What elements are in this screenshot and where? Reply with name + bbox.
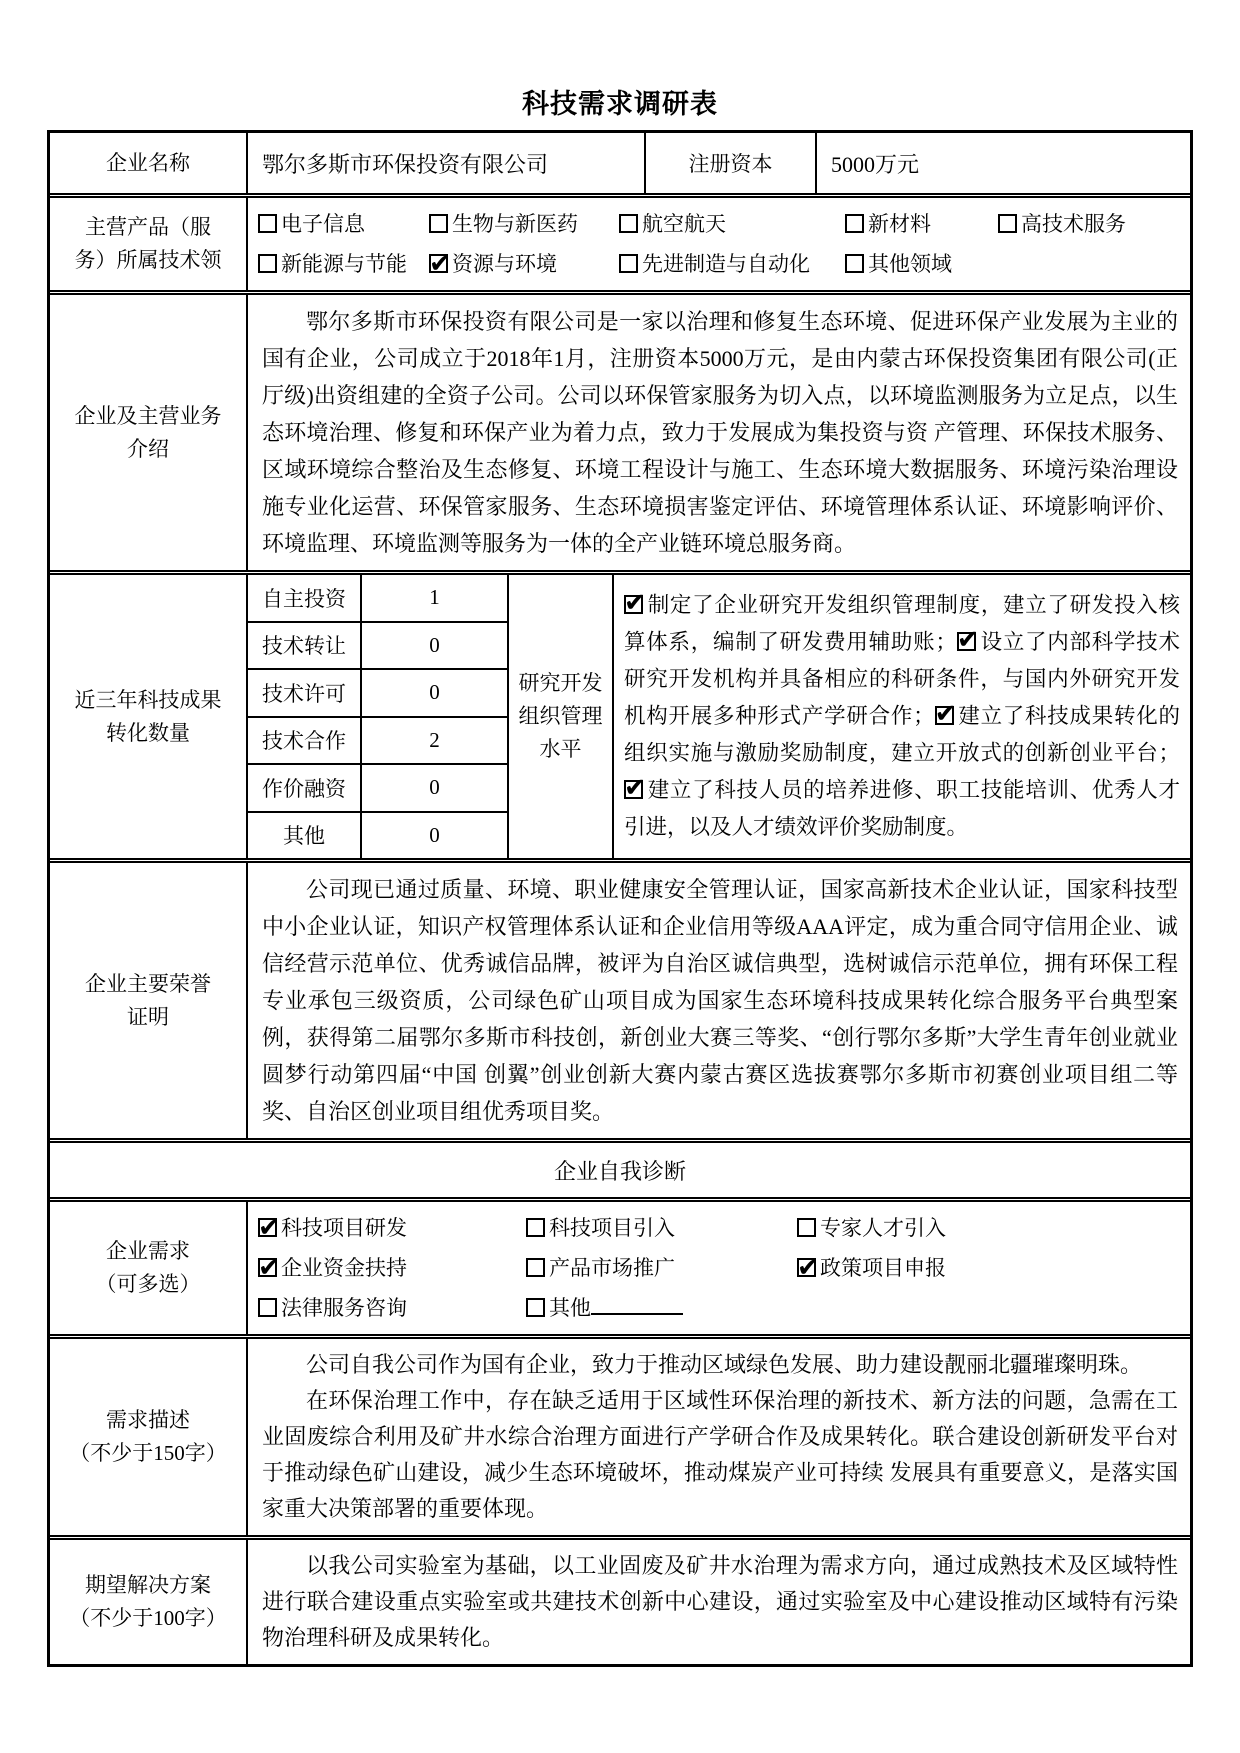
need-market-promotion-label: 产品市场推广 (549, 1256, 675, 1280)
rd-item-text-1: 设立了内部科学技术研究开发机构并具备相应的科研条件，与国内外研究开发机构开展多种形式产学研合作； (624, 630, 1180, 728)
tech-field-adv-manufacturing-label: 先进制造与自动化 (642, 252, 810, 276)
checkbox-aerospace-icon[interactable] (619, 214, 638, 233)
conversion-row-label-4: 作价融资 (248, 765, 362, 811)
need-project-rd (258, 1208, 526, 1248)
conversion-row-label-0: 自主投资 (248, 575, 362, 621)
checkbox-rd-system-icon[interactable] (624, 595, 643, 614)
need-legal-consulting-label: 法律服务咨询 (281, 1296, 407, 1320)
need-project-import (526, 1208, 797, 1248)
tech-field-new-materials-label: 新材料 (868, 212, 931, 236)
checkbox-new-materials-icon[interactable] (845, 214, 864, 233)
conversion-row-label-1: 技术转让 (248, 623, 362, 669)
tech-fields-label-line1: 主营产品（服 (85, 215, 211, 239)
row-company-basic (50, 133, 1190, 193)
checkbox-electronics-icon[interactable] (258, 214, 277, 233)
rd-level-text (624, 587, 1180, 846)
conversion-subtable (248, 575, 509, 858)
tech-field-biomed (429, 204, 619, 244)
intro-label-line2: 介绍 (127, 436, 169, 461)
tech-field-other-label: 其他领域 (868, 252, 952, 276)
demand-text-p2: 在环保治理工作中，存在缺乏适用于区域性环保治理的新技术、新方法的问题，急需在工业固废综合利用及矿井水综合治理方面进行产学研合作及成果转化。联合建设创新研发平台对于推动绿色矿山建设，减少生态环境破坏，推动煤炭产业可持续 发展具有重要意义，是落实国家重大决策部署的重要体现。 (262, 1388, 1178, 1521)
checkbox-biomed-icon[interactable] (429, 214, 448, 233)
registered-capital-label: 注册资本 (646, 133, 817, 193)
tech-field-adv-manufacturing (619, 244, 845, 284)
checkbox-new-energy-icon[interactable] (258, 254, 277, 273)
checkbox-rd-institution-icon[interactable] (957, 632, 976, 651)
tech-field-resources-env-label: 资源与环境 (452, 252, 557, 276)
tech-field-aerospace (619, 204, 845, 244)
intro-text: 鄂尔多斯市环保投资有限公司是一家以治理和修复生态环境、促进环保产业发展为主业的国有企业，公司成立于2018年1月，注册资本5000万元，是由内蒙古环保投资集团有限公司(正厅级)出资组建的全资子公司。公司以环保管家服务为切入点，以环境监测服务为立足点，以生态环境治理、修复和环保产业为着力点，致力于发展成为集投资与资 产管理、环保技术服务、区域环境综合整治及生态修复、环境工程设计与施工、生态环境大数据服务、环境污染治理设施专业化运营、环保管家服务、生态环境损害鉴定评估、环境管理体系认证、环境影响评价、环境监理、环境监测等服务为一体的全产业链环境总服务商。 (262, 309, 1178, 556)
tech-fields-line1 (258, 204, 1182, 244)
need-policy-application-label: 政策项目申报 (820, 1256, 946, 1280)
other-need-blank-line[interactable] (591, 1299, 683, 1315)
demand-label (50, 1339, 248, 1535)
checkbox-market-promotion-icon[interactable] (526, 1258, 545, 1277)
honors-label-line1: 企业主要荣誉 (85, 971, 211, 996)
checkbox-other-field-icon[interactable] (845, 254, 864, 273)
demand-label-line2: （不少于150字） (69, 1441, 227, 1465)
honors-cell (248, 863, 1190, 1138)
checkbox-rd-incentive-icon[interactable] (935, 706, 954, 725)
solution-label-line1: 期望解决方案 (85, 1573, 211, 1597)
conversion-row-value-3[interactable]: 2 (429, 727, 440, 752)
tech-fields-label-line2: 务）所属技术领 (74, 248, 222, 272)
checkbox-policy-application-icon[interactable] (797, 1258, 816, 1277)
rd-item-text-2: 建立了科技成果转化的组织实施与激励奖励制度，建立开放式的创新创业平台； (624, 704, 1180, 765)
table-row (248, 575, 507, 621)
need-expert-talent (797, 1208, 1182, 1248)
intro-label-line1: 企业及主营业务 (74, 403, 222, 428)
table-row (248, 811, 507, 859)
survey-table (47, 130, 1193, 1667)
tech-field-electronics-label: 电子信息 (281, 212, 365, 236)
conversion-label (50, 575, 248, 858)
checkbox-project-import-icon[interactable] (526, 1218, 545, 1237)
row-tech-fields (50, 193, 1190, 290)
demand-label-line1: 需求描述 (106, 1408, 190, 1432)
row-honors (50, 858, 1190, 1138)
need-legal-consulting (258, 1288, 526, 1328)
solution-text: 以我公司实验室为基础，以工业固废及矿井水治理为需求方向，通过成熟技术及区域特性进行联合建设重点实验室或共建技术创新中心建设，通过实验室及中心建设推动区域特有污染物治理科研及成果转化。 (262, 1553, 1178, 1650)
checkbox-funding-support-icon[interactable] (258, 1258, 277, 1277)
need-other-label: 其他 (549, 1296, 591, 1320)
conversion-row-label-5: 其他 (248, 813, 362, 859)
checkbox-legal-consulting-icon[interactable] (258, 1298, 277, 1317)
tech-fields-line2 (258, 244, 1182, 284)
rd-level-label-line1: 研究开发 (518, 671, 603, 695)
checkbox-adv-manufacturing-icon[interactable] (619, 254, 638, 273)
needs-line1 (258, 1208, 1182, 1248)
table-row (248, 621, 507, 669)
conversion-row-value-4[interactable]: 0 (429, 775, 440, 800)
page-title: 科技需求调研表 (522, 89, 718, 119)
solution-cell (248, 1540, 1190, 1664)
checkbox-project-rd-icon[interactable] (258, 1218, 277, 1237)
rd-level-label-line2: 组织管理 (518, 704, 603, 728)
demand-text-p1: 公司自我公司作为国有企业，致力于推动区域绿色发展、助力建设靓丽北疆璀璨明珠。 (306, 1352, 1143, 1377)
honors-label-line2: 证明 (127, 1004, 169, 1029)
checkbox-rd-talent-icon[interactable] (624, 780, 643, 799)
conversion-label-line2: 转化数量 (106, 720, 190, 745)
demand-cell (248, 1339, 1190, 1535)
row-demand (50, 1334, 1190, 1535)
tech-field-other (845, 244, 1182, 284)
row-solution (50, 1535, 1190, 1664)
needs-options (248, 1202, 1190, 1334)
tech-fields-label (50, 198, 248, 290)
conversion-row-label-2: 技术许可 (248, 670, 362, 716)
row-self-diagnosis (50, 1138, 1190, 1197)
need-funding-support-label: 企业资金扶持 (281, 1256, 407, 1280)
needs-line2 (258, 1248, 1182, 1288)
checkbox-expert-talent-icon[interactable] (797, 1218, 816, 1237)
tech-field-new-energy-label: 新能源与节能 (281, 252, 407, 276)
rd-level-label (509, 575, 614, 858)
needs-label-line2: （可多选） (95, 1272, 201, 1296)
conversion-row-value-1[interactable]: 0 (429, 632, 440, 657)
row-needs (50, 1197, 1190, 1334)
conversion-label-line1: 近三年科技成果 (74, 687, 222, 712)
tech-field-aerospace-label: 航空航天 (642, 212, 726, 236)
conversion-row-value-2[interactable]: 0 (429, 680, 440, 705)
tech-field-new-energy (258, 244, 429, 284)
needs-line3 (258, 1288, 1182, 1328)
solution-label (50, 1540, 248, 1664)
tech-field-resources-env (429, 244, 619, 284)
need-expert-talent-label: 专家人才引入 (820, 1216, 946, 1240)
honors-label (50, 863, 248, 1138)
rd-item-text-3: 建立了科技人员的培养进修、职工技能培训、优秀人才引进，以及人才绩效评价奖励制度。 (624, 778, 1180, 839)
intro-cell (248, 295, 1190, 570)
tech-fields-options (248, 198, 1190, 290)
self-diagnosis-title: 企业自我诊断 (553, 1158, 686, 1184)
tech-field-biomed-label: 生物与新医药 (452, 212, 578, 236)
rd-level-label-line3: 水平 (539, 737, 582, 761)
need-other (526, 1288, 1182, 1328)
rd-item-text-0: 制定了企业研究开发组织管理制度，建立了研发投入核算体系，编制了研发费用辅助账； (624, 593, 1180, 654)
conversion-row-value-5[interactable]: 0 (429, 822, 440, 847)
need-market-promotion (526, 1248, 797, 1288)
tech-field-new-materials (845, 204, 998, 244)
company-name-label: 企业名称 (50, 133, 248, 193)
table-row (248, 668, 507, 716)
solution-label-line2: （不少于100字） (69, 1606, 227, 1630)
row-conversion (50, 570, 1190, 858)
intro-label (50, 295, 248, 570)
needs-label-line1: 企业需求 (106, 1239, 190, 1263)
need-funding-support (258, 1248, 526, 1288)
need-project-import-label: 科技项目引入 (549, 1216, 675, 1240)
company-name-value[interactable]: 鄂尔多斯市环保投资有限公司 (248, 133, 646, 193)
rd-level-cell (614, 575, 1190, 858)
checkbox-other-need-icon[interactable] (526, 1298, 545, 1317)
tech-field-hitech-service-label: 高技术服务 (1021, 212, 1126, 236)
need-policy-application (797, 1248, 1182, 1288)
checkbox-hitech-service-icon[interactable] (998, 214, 1017, 233)
tech-field-hitech-service (998, 204, 1182, 244)
table-row (248, 763, 507, 811)
table-row (248, 716, 507, 764)
conversion-row-label-3: 技术合作 (248, 718, 362, 764)
needs-label (50, 1202, 248, 1334)
row-intro (50, 290, 1190, 570)
checkbox-resources-env-icon[interactable] (429, 254, 448, 273)
need-project-rd-label: 科技项目研发 (281, 1216, 407, 1240)
registered-capital-value[interactable]: 5000万元 (831, 151, 920, 177)
tech-field-electronics (258, 204, 429, 244)
conversion-row-value-0[interactable]: 1 (429, 585, 440, 610)
honors-text: 公司现已通过质量、环境、职业健康安全管理认证，国家高新技术企业认证，国家科技型中小企业认证，知识产权管理体系认证和企业信用等级AAA评定，成为重合同守信用企业、诚信经营示范单位、优秀诚信品牌，被评为自治区诚信典型，选树诚信示范单位，拥有环保工程专业承包三级资质，公司绿色矿山项目成为国家生态环境科技成果转化综合服务平台典型案例，获得第二届鄂尔多斯市科技创，新创业大赛三等奖、“创行鄂尔多斯”大学生青年创业就业圆梦行动第四届“中国 创翼”创业创新大赛内蒙古赛区选拔赛鄂尔多斯市初赛创业项目组二等奖、自治区创业项目组优秀项目奖。 (262, 877, 1178, 1124)
